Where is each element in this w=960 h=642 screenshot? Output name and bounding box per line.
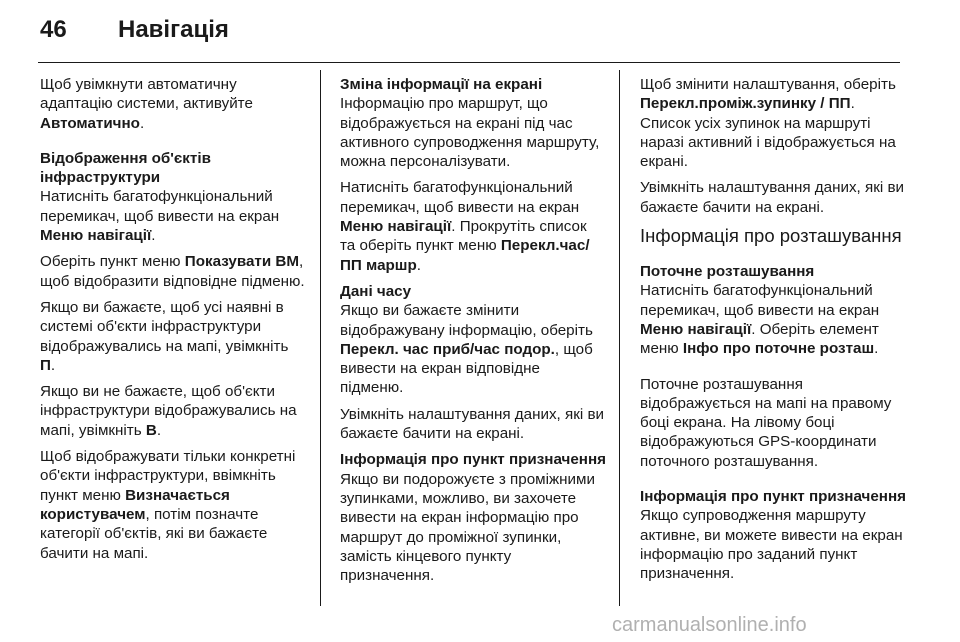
text: Інформацію про маршрут, що відображується на екрані під час активного супроводження маршруту, можна персоналізувати.: [340, 95, 600, 171]
subheading: Інформація про пункт призначення: [640, 488, 907, 506]
column-divider-2: [619, 70, 620, 606]
text: . Оберіть елемент меню: [640, 320, 879, 358]
bold-term: Меню навігації: [40, 227, 152, 245]
bold-term: Інфо про поточне розташ: [682, 340, 875, 358]
bold-term: Меню навігації: [340, 218, 452, 236]
subheading: Дані часу: [340, 282, 412, 300]
paragraph: [40, 382, 306, 440]
text: .: [156, 421, 162, 439]
header-rule: [38, 62, 900, 63]
text: Якщо ви бажаєте змінити відображувану інформацію, оберіть: [340, 302, 593, 339]
column-1: [40, 75, 306, 570]
text: .: [416, 256, 421, 274]
text: . Список усіх зупинок на маршруті наразі активний і відображується на екрані.: [640, 95, 896, 171]
bold-term: В: [145, 421, 157, 439]
paragraph: [40, 298, 306, 375]
section-block: [640, 487, 906, 583]
text: Натисніть багатофункціональний перемикач, щоб вивести на екран: [40, 188, 280, 225]
page-title: Навігація: [118, 16, 229, 43]
bold-term: Перекл.час/ПП маршр: [340, 237, 590, 274]
text: .: [139, 114, 145, 132]
bold-term: Перекл. час приб/час подор.: [340, 340, 555, 358]
paragraph: [340, 178, 606, 274]
text: , щоб вивести на екран відповідне підменю.: [340, 340, 593, 397]
paragraph: [40, 252, 306, 291]
text: Щоб увімкнути автоматичну адаптацію системи, активуйте: [40, 76, 253, 113]
bold-term: Показувати ВМ: [184, 253, 300, 271]
text: Поточне розташування відображується на мапі на правому боці екрана. На лівому боці відображуються GPS-координати поточного розташування.: [640, 375, 892, 470]
column-2: [340, 75, 606, 592]
text: Якщо ви подорожуєте з проміжними зупинками, можливо, ви захочете вивести на екран інформацію про маршрут до проміжної зупинки, замість кінцевого пункту призначення.: [340, 470, 595, 585]
paragraph: [640, 375, 906, 471]
section-block: [40, 149, 306, 245]
text: Щоб змінити налаштування, оберіть: [640, 76, 896, 93]
paragraph: [640, 75, 906, 171]
section-block: [340, 75, 606, 171]
text: .: [151, 227, 156, 245]
text: Натисніть багатофункціональний перемикач, щоб вивести на екран: [640, 282, 880, 319]
section-block: [340, 282, 606, 398]
watermark: carmanualsonline.info: [612, 614, 807, 636]
column-divider-1: [320, 70, 321, 606]
section-block: [640, 262, 906, 358]
text: . Прокрутіть список та оберіть пункт меню: [340, 218, 587, 255]
bold-term: Автоматично: [40, 114, 140, 132]
text: Щоб відображувати тільки конкретні об'єкти інфраструктури, ввімкніть пункт меню: [40, 448, 296, 504]
section-block: [340, 450, 606, 585]
column-3: [640, 75, 906, 591]
text: Оберіть пункт меню: [40, 253, 185, 271]
page-number: 46: [40, 16, 67, 43]
subheading: Поточне розташування: [640, 263, 815, 281]
subheading: Зміна інформації на екрані: [340, 76, 543, 93]
text: Якщо ви бажаєте, щоб усі наявні в системі об'єкти інфраструктури відображувались на мапі, увімкніть: [40, 298, 289, 355]
bold-term: Меню навігації: [640, 320, 752, 338]
paragraph: [340, 405, 606, 444]
text: Увімкніть налаштування даних, які ви бажаєте бачити на екрані.: [340, 405, 605, 443]
text: Якщо супроводження маршруту активне, ви можете вивести на екран інформацію про заданий пункт призначення.: [640, 507, 903, 583]
text: .: [50, 356, 56, 374]
section-heading: Інформація про розташування: [640, 225, 902, 247]
paragraph: [40, 447, 306, 563]
subheading: Інформація про пункт призначення: [340, 451, 607, 469]
bold-term: П: [40, 356, 51, 374]
text: , потім позначте категорії об'єктів, які ви бажаєте бачити на мапі.: [40, 505, 268, 562]
text: Якщо ви не бажаєте, щоб об'єкти інфраструктури відображувались на мапі, увімкніть: [40, 383, 297, 439]
bold-term: Перекл.проміж.зупинку / ПП: [640, 95, 851, 113]
paragraph: [640, 178, 906, 217]
text: Увімкніть налаштування даних, які ви бажаєте бачити на екрані.: [640, 179, 905, 216]
paragraph: [40, 75, 306, 133]
text: .: [874, 340, 879, 358]
text: , щоб відобразити відповідне підменю.: [40, 253, 305, 290]
subheading: Відображення об'єктів інфраструктури: [40, 149, 211, 187]
text: Натисніть багатофункціональний перемикач, щоб вивести на екран: [340, 179, 580, 216]
bold-term: Визначається користувачем: [40, 486, 230, 523]
